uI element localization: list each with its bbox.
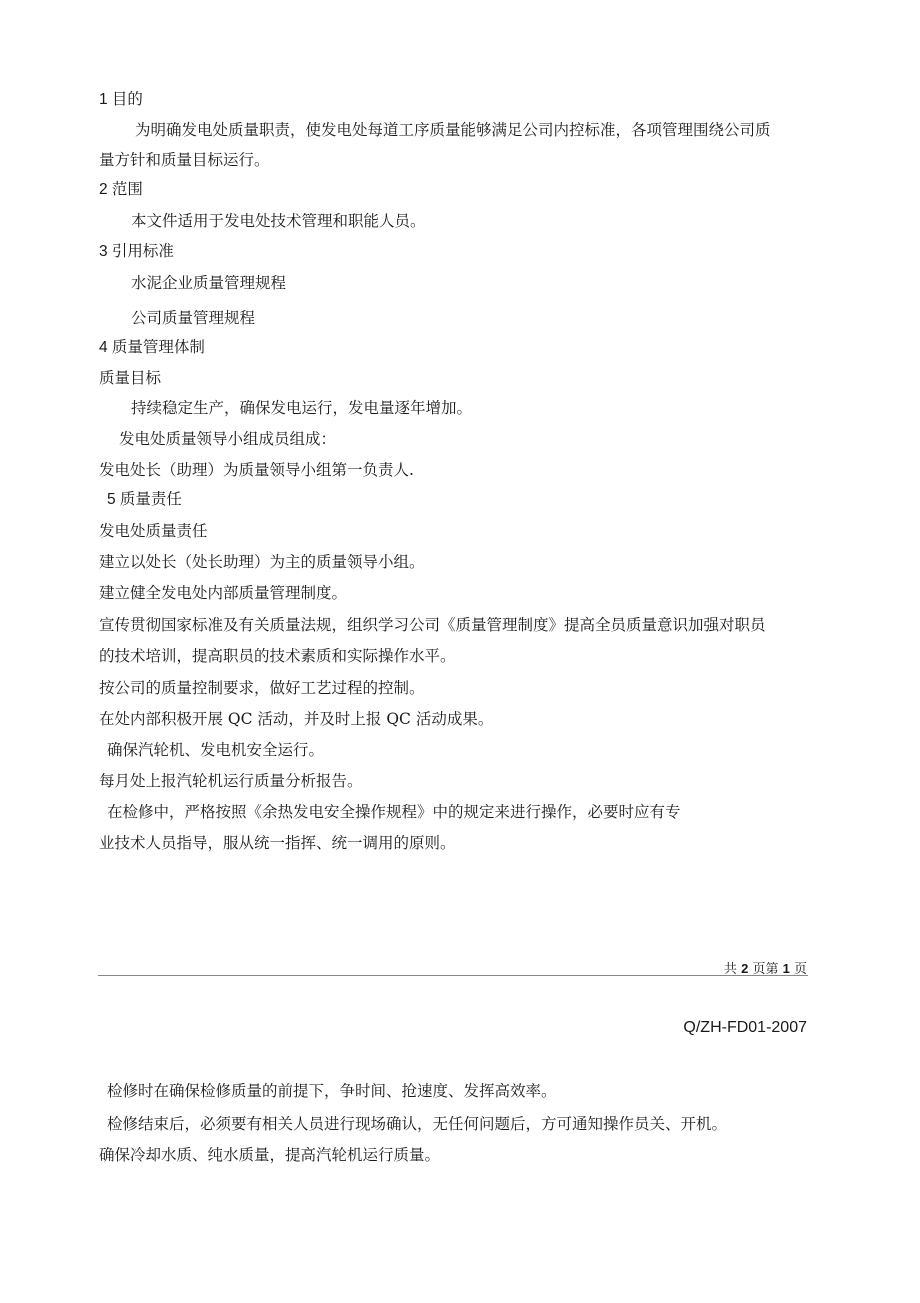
footer-total-pages: 2 <box>741 961 749 976</box>
paragraph-line: 在处内部积极开展 QC 活动，并及时上报 QC 活动成果。 <box>99 710 494 728</box>
footer-suffix: 页 <box>793 962 807 977</box>
paragraph-line: 在检修中，严格按照《余热发电安全操作规程》中的规定来进行操作，必要时应有专 <box>107 803 681 821</box>
section-heading-system: 4 质量管理体制 <box>99 339 205 356</box>
paragraph-line: 每月处上报汽轮机运行质量分析报告。 <box>99 772 363 790</box>
section-heading-references: 3 引用标准 <box>99 243 174 260</box>
section-heading-scope: 2 范围 <box>99 181 143 198</box>
paragraph-line: 业技术人员指导，服从统一指挥、统一调用的原则。 <box>99 834 456 852</box>
paragraph-line: 的技术培训，提高职员的技术素质和实际操作水平。 <box>99 647 456 665</box>
page-divider <box>98 975 808 976</box>
paragraph-line: 持续稳定生产，确保发电运行，发电量逐年增加。 <box>131 399 473 417</box>
section-heading-responsibility: 5 质量责任 <box>107 491 182 508</box>
document-code: Q/ZH-FD01-2007 <box>683 1019 807 1036</box>
paragraph-line: 检修结束后，必须要有相关人员进行现场确认，无任何问题后，方可通知操作员关、开机。 <box>107 1115 728 1133</box>
paragraph-line: 按公司的质量控制要求，做好工艺过程的控制。 <box>99 679 425 697</box>
paragraph-line: 确保汽轮机、发电机安全运行。 <box>107 741 325 759</box>
reference-item: 公司质量管理规程 <box>131 309 256 327</box>
paragraph-line: 为明确发电处质量职责，使发电处每道工序质量能够满足公司内控标准，各项管理围绕公司质 <box>135 121 771 139</box>
paragraph-line: 量方针和质量目标运行。 <box>99 151 270 169</box>
footer-current-page: 1 <box>782 961 790 976</box>
paragraph-line: 建立健全发电处内部质量管理制度。 <box>99 584 348 602</box>
paragraph-line: 确保冷却水质、纯水质量，提高汽轮机运行质量。 <box>99 1146 441 1164</box>
subheading-quality-goal: 质量目标 <box>99 369 162 387</box>
paragraph-line: 发电处长（助理）为质量领导小组第一负责人. <box>99 461 414 479</box>
paragraph-line: 本文件适用于发电处技术管理和职能人员。 <box>131 212 426 230</box>
paragraph-line: 检修时在确保检修质量的前提下，争时间、抢速度、发挥高效率。 <box>107 1082 557 1100</box>
paragraph-line: 宣传贯彻国家标准及有关质量法规，组织学习公司《质量管理制度》提高全员质量意识加强对职员 <box>99 616 766 634</box>
reference-item: 水泥企业质量管理规程 <box>131 274 287 292</box>
footer-mid: 页第 <box>752 962 779 977</box>
footer-prefix: 共 <box>723 962 737 977</box>
subheading-responsibility: 发电处质量责任 <box>99 522 208 540</box>
section-heading-purpose: 1 目的 <box>99 91 143 108</box>
paragraph-line: 发电处质量领导小组成员组成： <box>119 430 337 448</box>
paragraph-line: 建立以处长（处长助理）为主的质量领导小组。 <box>99 553 425 571</box>
